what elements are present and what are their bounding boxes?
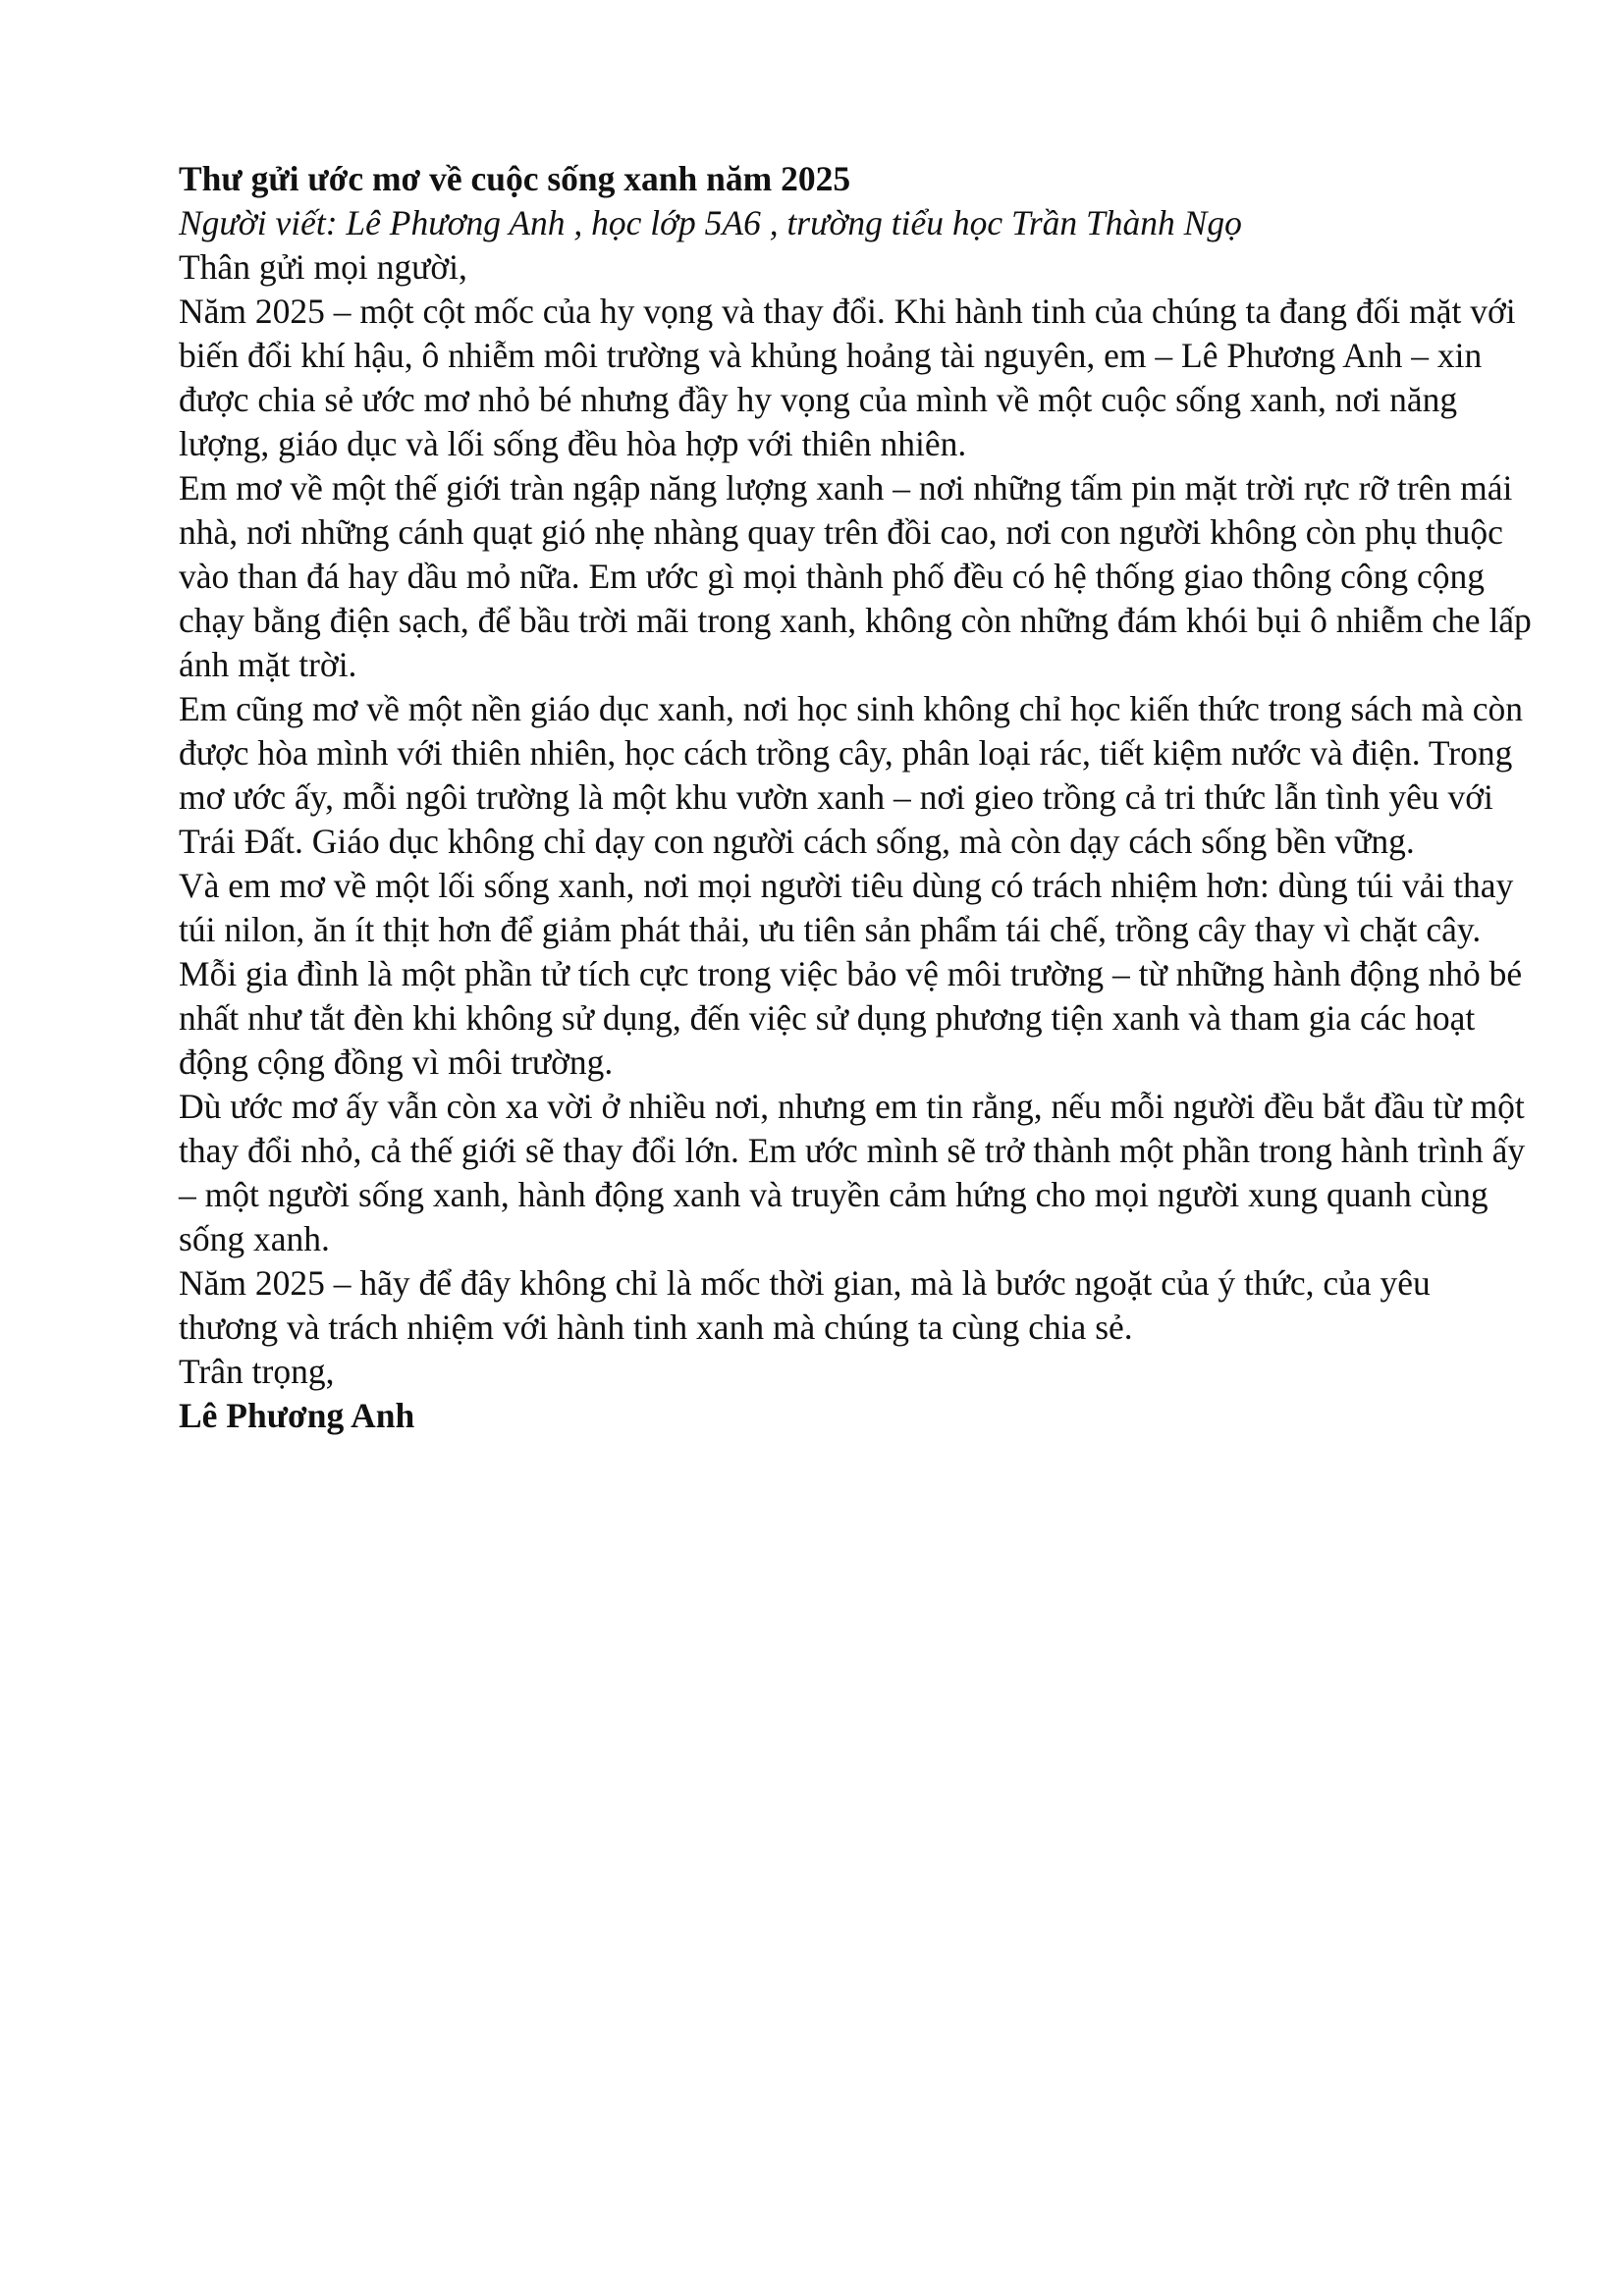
signature: Lê Phương Anh — [179, 1396, 415, 1435]
letter-title: Thư gửi ước mơ về cuộc sống xanh năm 2025 — [179, 159, 851, 198]
closing: Trân trọng, — [179, 1352, 335, 1391]
paragraph-conclusion: Năm 2025 – hãy để đây không chỉ là mốc thời gian, mà là bước ngoặt của ý thức, của yêu thương và trách nhiệm với hành tinh xanh mà chúng ta cùng chia sẻ. — [179, 1263, 1431, 1347]
paragraph-hope: Dù ước mơ ấy vẫn còn xa vời ở nhiều nơi, nhưng em tin rằng, nếu mỗi người đều bắt đầu từ một thay đổi nhỏ, cả thế giới sẽ thay đổi lớn. Em ước mình sẽ trở thành một phần trong hành trình ấy – một người sống xanh, hành động xanh và truyền cảm hứng cho mọi người xung quanh cùng sống xanh. — [179, 1087, 1526, 1258]
paragraph-green-lifestyle: Và em mơ về một lối sống xanh, nơi mọi người tiêu dùng có trách nhiệm hơn: dùng túi vải thay túi nilon, ăn ít thịt hơn để giảm phát thải, ưu tiên sản phẩm tái chế, trồng cây thay vì chặt cây. Mỗi gia đình là một phần tử tích cực trong việc bảo vệ môi trường – từ những hành động nhỏ bé nhất như tắt đèn khi không sử dụng, đến việc sử dụng phương tiện xanh và tham gia các hoạt động cộng đồng vì môi trường. — [179, 866, 1523, 1082]
letter-page — [179, 157, 1534, 1438]
greeting: Thân gửi mọi người, — [179, 247, 467, 287]
paragraph-green-energy: Em mơ về một thế giới tràn ngập năng lượng xanh – nơi những tấm pin mặt trời rực rỡ trên mái nhà, nơi những cánh quạt gió nhẹ nhàng quay trên đồi cao, nơi con người không còn phụ thuộc vào than đá hay dầu mỏ nữa. Em ước gì mọi thành phố đều có hệ thống giao thông công cộng chạy bằng điện sạch, để bầu trời mãi trong xanh, không còn những đám khói bụi ô nhiễm che lấp ánh mặt trời. — [179, 468, 1532, 684]
paragraph-green-education: Em cũng mơ về một nền giáo dục xanh, nơi học sinh không chỉ học kiến thức trong sách mà còn được hòa mình với thiên nhiên, học cách trồng cây, phân loại rác, tiết kiệm nước và điện. Trong mơ ước ấy, mỗi ngôi trường là một khu vườn xanh – nơi gieo trồng cả tri thức lẫn tình yêu với Trái Đất. Giáo dục không chỉ dạy con người cách sống, mà còn dạy cách sống bền vững. — [179, 689, 1524, 861]
author-line: Người viết: Lê Phương Anh , học lớp 5A6 , trường tiểu học Trần Thành Ngọ — [179, 203, 1242, 242]
paragraph-intro: Năm 2025 – một cột mốc của hy vọng và thay đổi. Khi hành tinh của chúng ta đang đối mặt với biến đổi khí hậu, ô nhiễm môi trường và khủng hoảng tài nguyên, em – Lê Phương Anh – xin được chia sẻ ước mơ nhỏ bé nhưng đầy hy vọng của mình về một cuộc sống xanh, nơi năng lượng, giáo dục và lối sống đều hòa hợp với thiên nhiên. — [179, 292, 1516, 463]
